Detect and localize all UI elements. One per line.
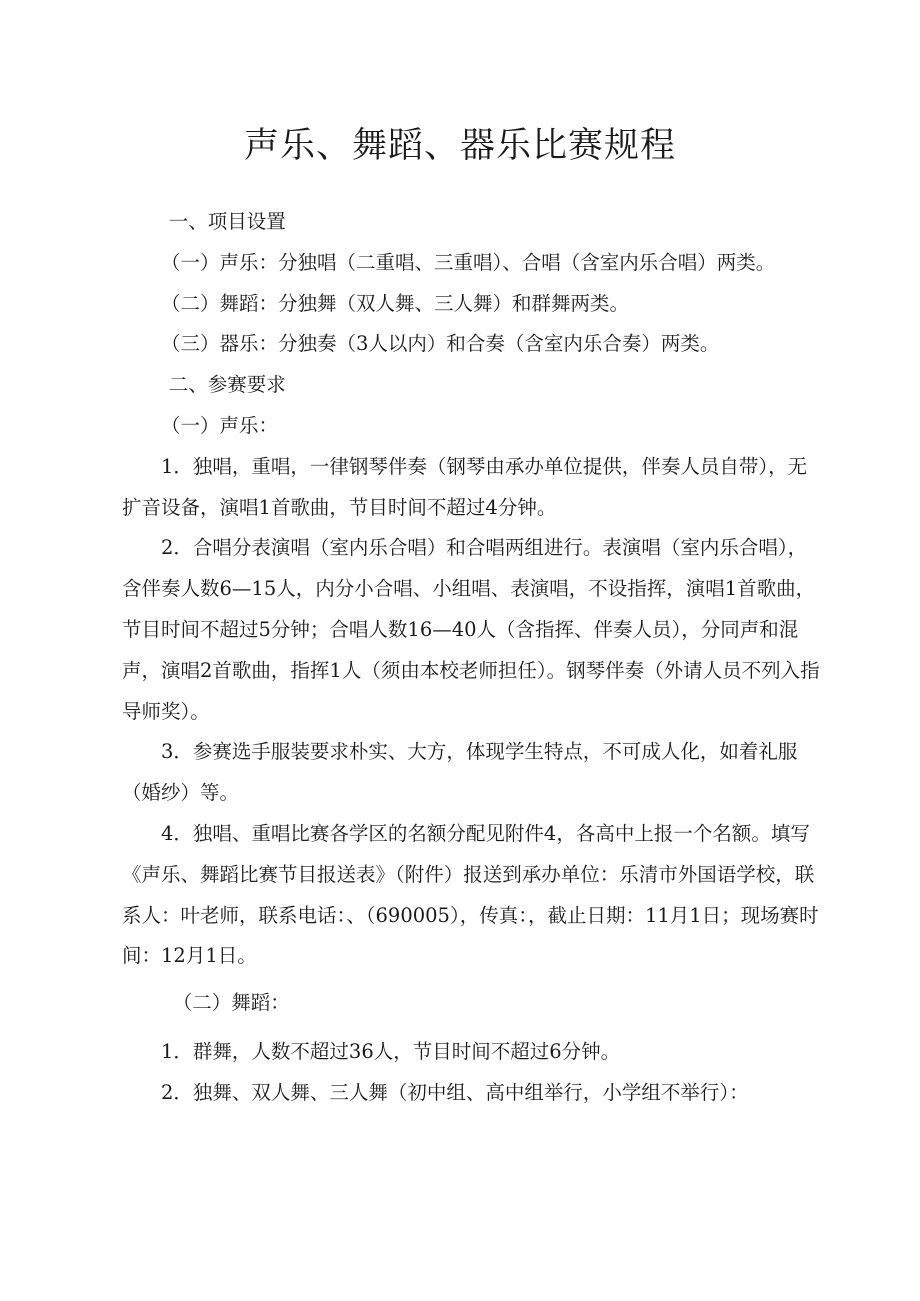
paragraph: （二）舞蹈：分独舞（双人舞、三人舞）和群舞两类。 <box>161 291 630 315</box>
document-title: 声乐、舞蹈、器乐比赛规程 <box>243 126 676 166</box>
paragraph: 1．群舞，人数不超过36人，节目时间不超过6分钟。 <box>161 1039 621 1063</box>
paragraph: 3．参赛选手服装要求朴实、大方，体现学生特点，不可成人化，如着礼服（婚纱）等。 <box>122 740 798 805</box>
paragraph: 2．合唱分表演唱（室内乐合唱）和合唱两组进行。表演唱（室内乐合唱），含伴奏人数6—15人，内分小合唱、小组唱、表演唱，不设指挥，演唱1首歌曲，节目时间不超过5分钟；合唱人数16—40人（含指挥、伴奏人员），分同声和混声，演唱2首歌曲，指挥1人（须由本校老师担任）。钢琴伴奏（外请人员不列入指导师奖）。 <box>122 536 820 723</box>
paragraph: 4．独唱、重唱比赛各学区的名额分配见附件4，各高中上报一个名额。填写《声乐、舞蹈比赛节目报送表》（附件）报送到承办单位：乐清市外国语学校，联系人：叶老师，联系电话：、（690005），传真：，截止日期：11月1日；现场赛时间：12月1日。 <box>122 821 819 968</box>
paragraph: （三）器乐：分独奏（3人以内）和合奏（含室内乐合奏）两类。 <box>161 332 720 356</box>
document-body <box>122 202 822 1114</box>
paragraph: （一）声乐：分独唱（二重唱、三重唱）、合唱（含室内乐合唱）两类。 <box>161 250 776 274</box>
section-heading: 一、项目设置 <box>168 210 286 233</box>
subsection-heading: （一）声乐： <box>161 413 279 437</box>
section-heading: 二、参赛要求 <box>168 373 286 397</box>
paragraph: 2．独舞、双人舞、三人舞（初中组、高中组举行，小学组不举行）： <box>161 1080 749 1104</box>
subsection-heading: （二）舞蹈： <box>172 991 290 1015</box>
paragraph: 1．独唱，重唱，一律钢琴伴奏（钢琴由承办单位提供，伴奏人员自带），无扩音设备，演唱1首歌曲，节目时间不超过4分钟。 <box>122 454 808 519</box>
